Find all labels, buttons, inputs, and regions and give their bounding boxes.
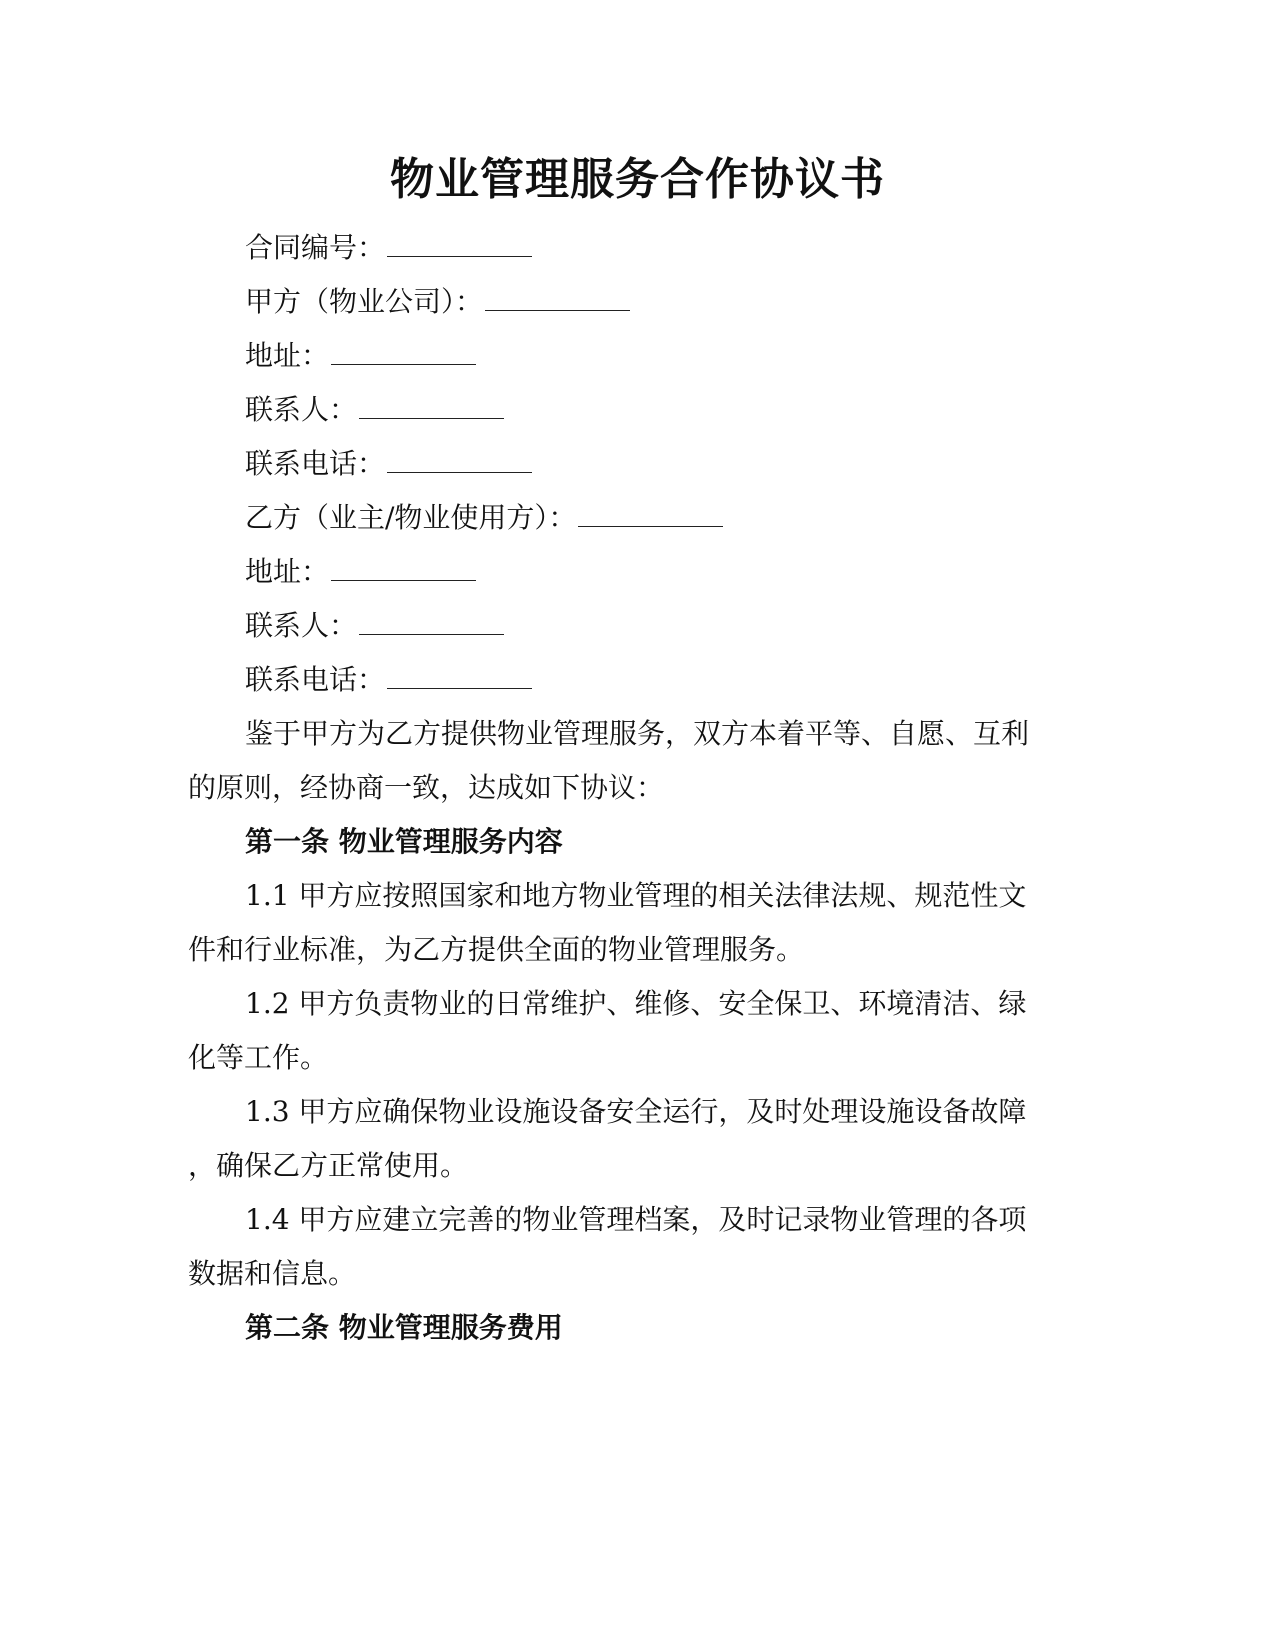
party-b-contact-label: 联系人：	[245, 609, 358, 642]
party-b-contact-blank[interactable]	[359, 606, 504, 635]
party-a-contact-blank[interactable]	[359, 390, 504, 419]
article-2-heading: 第二条 物业管理服务费用	[245, 1311, 563, 1344]
party-b-address-blank[interactable]	[331, 552, 476, 581]
party-b-address-label: 地址：	[245, 555, 330, 588]
clause-1-3-line-2: ，确保乙方正常使用。	[188, 1149, 469, 1182]
party-a-contact-field	[245, 390, 504, 430]
party-a-contact-label: 联系人：	[245, 393, 358, 426]
party-b-contact-field	[245, 606, 504, 646]
contract-no-blank[interactable]	[387, 228, 532, 257]
party-b-phone-field	[245, 660, 532, 700]
party-a-address-label: 地址：	[245, 339, 330, 372]
intro-line-2: 的原则，经协商一致，达成如下协议：	[188, 771, 665, 804]
clause-1-1-line-1: 1.1 甲方应按照国家和地方物业管理的相关法律法规、规范性文	[245, 879, 1027, 912]
document-title: 物业管理服务合作协议书	[390, 154, 885, 205]
clause-1-2-line-1: 1.2 甲方负责物业的日常维护、维修、安全保卫、环境清洁、绿	[245, 987, 1027, 1020]
party-b-label: 乙方（业主/物业使用方）：	[245, 501, 577, 534]
party-b-blank[interactable]	[578, 498, 723, 527]
party-a-phone-field	[245, 444, 532, 484]
clause-1-4-line-1: 1.4 甲方应建立完善的物业管理档案，及时记录物业管理的各项	[245, 1203, 1027, 1236]
clause-1-2-line-2: 化等工作。	[188, 1041, 329, 1074]
clause-1-4-line-2: 数据和信息。	[188, 1257, 357, 1290]
party-a-address-blank[interactable]	[331, 336, 476, 365]
party-a-phone-label: 联系电话：	[245, 447, 386, 480]
clause-1-3-line-1: 1.3 甲方应确保物业设施设备安全运行，及时处理设施设备故障	[245, 1095, 1027, 1128]
party-a-address-field	[245, 336, 476, 376]
party-a-phone-blank[interactable]	[387, 444, 532, 473]
party-a-label: 甲方（物业公司）：	[245, 285, 484, 318]
contract-no-label: 合同编号：	[245, 231, 386, 264]
party-a-field	[245, 282, 630, 322]
clause-1-1-line-2: 件和行业标准，为乙方提供全面的物业管理服务。	[188, 933, 805, 966]
party-b-phone-blank[interactable]	[387, 660, 532, 689]
party-a-blank[interactable]	[485, 282, 630, 311]
party-b-address-field	[245, 552, 476, 592]
party-b-field	[245, 498, 723, 538]
intro-line-1: 鉴于甲方为乙方提供物业管理服务，双方本着平等、自愿、互利	[245, 717, 1030, 750]
article-1-heading: 第一条 物业管理服务内容	[245, 825, 563, 858]
party-b-phone-label: 联系电话：	[245, 663, 386, 696]
contract-no-field	[245, 228, 532, 268]
